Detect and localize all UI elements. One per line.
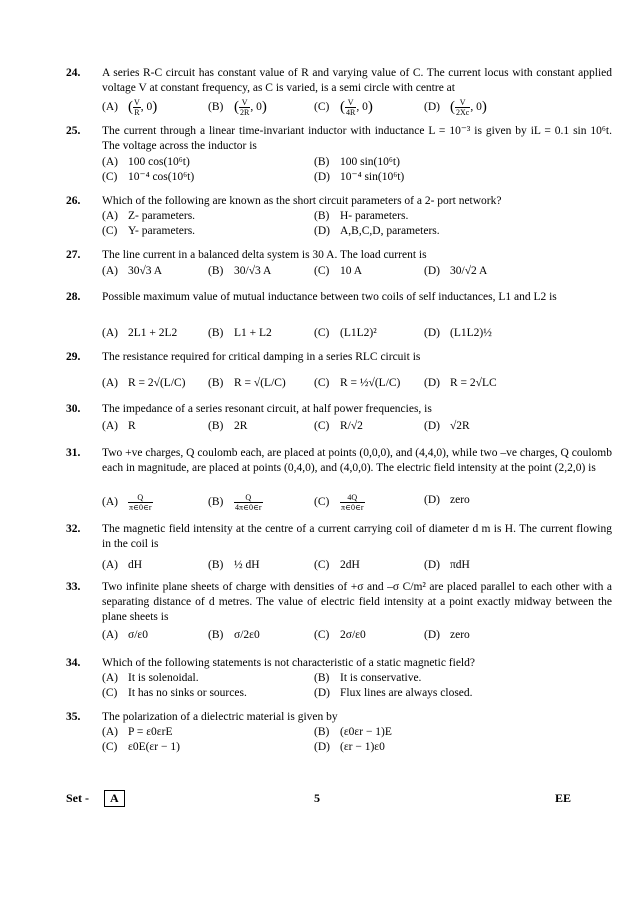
option-a: (A) P = ε0εrE [102,726,173,738]
option-c: (C) R = ½√(L/C) [314,377,401,389]
option-a: (A) dH [102,559,143,571]
option-b: (B) H- parameters. [314,210,409,222]
page-footer [66,790,571,808]
option-c: (C) Y- parameters. [102,225,196,237]
option-a: (A) R = 2√(L/C) [102,377,186,389]
option-d: (D) 10⁻⁴ sin(10⁶t) [314,171,405,183]
option-b: (B) σ/2ε0 [208,629,260,641]
option-b: (B) 30/√3 A [208,265,272,277]
question-text: A series R-C circuit has constant value of R and varying value of C. The current locus with constant applied voltage V at constant frequency, as C is varied, is a semi circle with centre at [102,67,612,94]
option-d: (D) zero [424,629,470,641]
option-d: (D) zero [424,494,470,506]
option-d: (D) ( $\frac{V}{2Xc}$ , 0) [424,98,487,117]
option-c: (C) 2σ/ε0 [314,629,366,641]
subject-code: EE [554,791,571,805]
option-c: (C) ( $\frac{V}{4R}$ , 0) [314,98,373,117]
option-a: (A) R [102,420,136,432]
option-d: (D) A,B,C,D, parameters. [314,225,440,237]
option-a: (A) 2L1 + 2L2 [102,327,178,339]
option-a: (A) 30√3 A [102,265,163,277]
page-number: 5 [314,791,320,805]
option-b: (B) 100 sin(10⁶t) [314,156,400,168]
option-a: (A) Z- parameters. [102,210,196,222]
option-b: (B) 2R [208,420,248,432]
set-label: Set - [66,791,89,805]
option-d: (D) √2R [424,420,470,432]
option-b: (B) R = √(L/C) [208,377,286,389]
option-d: (D) 30/√2 A [424,265,488,277]
option-c: (C) 2dH [314,559,360,571]
option-c: (C) (L1L2)² [314,327,377,339]
option-b: (B) ½ dH [208,559,260,571]
option-d: (D) Flux lines are always closed. [314,687,473,699]
set-badge: A [104,790,125,807]
option-c: (C) 10⁻⁴ cos(10⁶t) [102,171,195,183]
option-d: (D) πdH [424,559,470,571]
option-a: (A) It is solenoidal. [102,672,199,684]
option-a: (A) 100 cos(10⁶t) [102,156,190,168]
option-b: (B) ( $\frac{V}{2R}$ , 0) [208,98,267,117]
option-c: (C) $\frac{4Q}{\pi\in 0\in r}$ [314,493,364,512]
option-b: (B) (ε0εr − 1)E [314,726,392,738]
option-d: (D) R = 2√LC [424,377,497,389]
option-c: (C) 10 A [314,265,363,277]
option-a: (A) $\frac{Q}{\pi\in 0\in r}$ [102,493,152,512]
option-c: (C) R/√2 [314,420,363,432]
option-c: (C) It has no sinks or sources. [102,687,247,699]
option-b: (B) $\frac{Q}{4\pi\in 0\in r}$ [208,493,262,512]
option-a: (A) ( $\frac{V}{R}$ , 0) [102,98,158,117]
option-b: (B) L1 + L2 [208,327,272,339]
option-a: (A) σ/ε0 [102,629,148,641]
question-number: 24. [66,67,81,79]
option-c: (C) ε0E(εr − 1) [102,741,180,753]
option-b: (B) It is conservative. [314,672,422,684]
option-d: (D) (L1L2)½ [424,327,492,339]
question-page: 24. A series R-C circuit has constant value of R and varying value of C. The current locus with constant applied voltage V at constant frequency, as C is varied, is a semi circle with centre at (A) ( $\frac{V}{R}$ , 0) (B) ( $\frac{V}{2R}$ , 0) (C) ( $\frac{V}{4R}$ , 0) (D) ( $\frac{V}{2Xc}$ , 0) 25. The current through a linear time-invariant inductor with inductance L = 10⁻³ is given by iL = 0.1 sin 10⁶t. The voltage across the inductor is (A) 100 cos(10⁶t) (B) 100 sin(10⁶t) (C) 10⁻⁴ cos(10⁶t) (D) 10⁻⁴ sin(10⁶t) 26. Which of the following are known as the short circuit parameters of a 2- port network? (A) Z- parameters. (B) H- parameters. (C) Y- parameters. (D) A,B,C,D, parameters. 27. The line current in a balanced delta system is 30 A. The load current is (A) 30√3 A (B) 30/√3 A (C) 10 A (D) 30/√2 A 28. Possible maximum value of mutual inductance between two coils of self inductances, L1 and L2 is (A) 2L1 + 2L2 (B) L1 + L2 (C) (L1L2)² (D) (L1L2)½ 29. The resistance required for critical damping in a series RLC circuit is (A) R = 2√(L/C) (B) R = √(L/C) (C) R = ½√(L/C) (D) R = 2√LC 30. The impedance of a series resonant circuit, at half power frequencies, is (A) R (B) 2R (C) R/√2 (D) √2R 31. Two +ve charges, Q coulomb each, are placed at points (0,0,0), and (4,4,0), while two –ve charges, Q coulomb each in magnitude, are placed at points (0,4,0), and (4,0,0). The electric field intensity at the point (2,2,0) is (A) $\frac{Q}{\pi\in 0\in r}$ (B) $\frac{Q}{4\pi\in 0\in r}$ (C) $\frac{4Q}{\pi\in 0\in r}$ (D) zero 32. The magnetic field intensity at the centre of a current carrying coil of diameter d m is H. The current flowing in the coil is (A) dH (B) ½ dH (C) 2dH (D) πdH 33. Two infinite plane sheets of charge with densities of +σ and –σ C/m² are placed parallel to each other with a separating distance of d metres. The value of electric field intensity at a point exactly midway between the plane sheets is (A) σ/ε0 (B) σ/2ε0 (C) 2σ/ε0 (D) zero 34. Which of the following statements is not characteristic of a static magnetic field? (A) It is solenoidal. (B) It is conservative. (C) It has no sinks or sources. (D) Flux lines are always closed. 35. The polarization of a dielectric material is given by (A) P = ε0εrE (B) (ε0εr − 1)E (C) ε0E(εr − 1) (D) (εr − 1)ε0 Set - A 5 EE [0,0,638,903]
option-d: (D) (εr − 1)ε0 [314,741,385,753]
